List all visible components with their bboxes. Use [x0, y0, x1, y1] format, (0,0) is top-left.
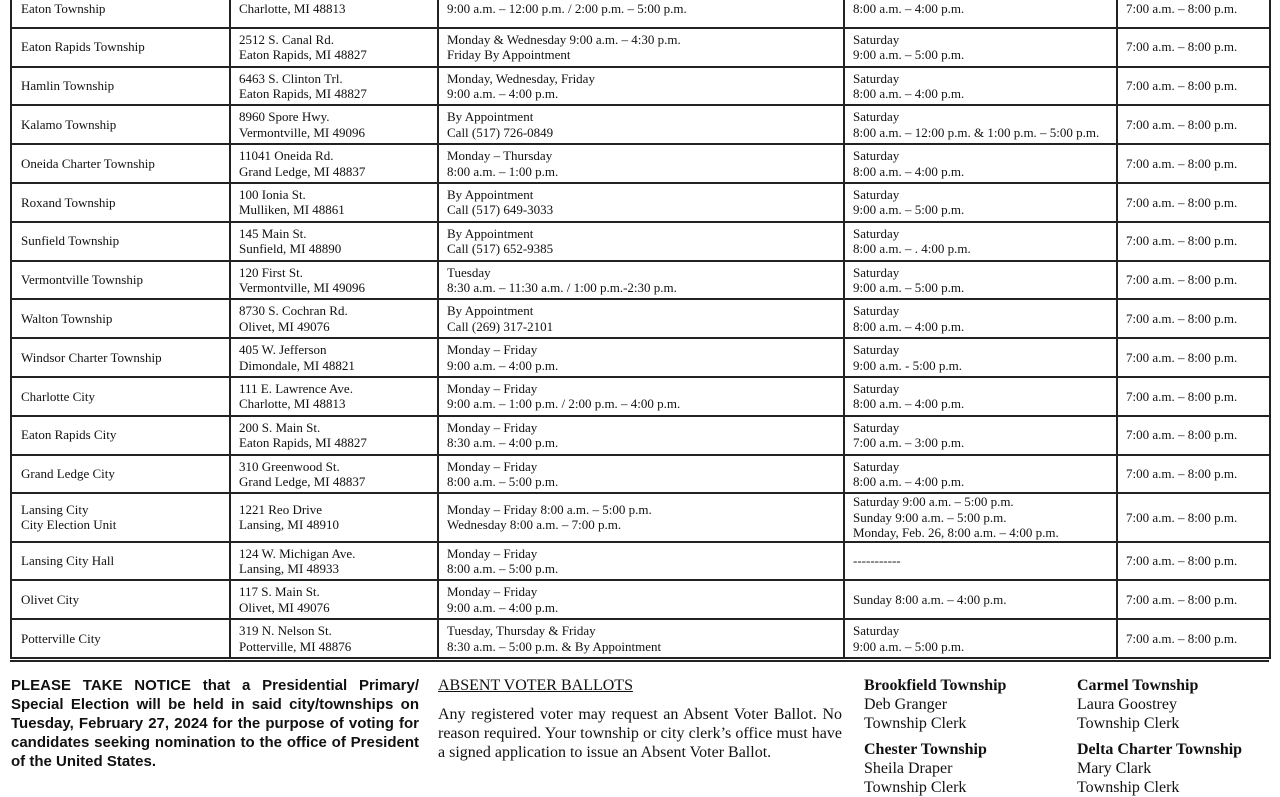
- office-hours-cell: [438, 416, 844, 455]
- municipality-cell-line: Grand Ledge City: [21, 466, 115, 482]
- address-cell-line: 145 Main St.: [239, 225, 307, 241]
- weekend-hours-cell-line: 9:00 a.m. – 5:00 p.m.: [853, 279, 965, 295]
- weekend-hours-cell-line: Saturday: [853, 225, 900, 241]
- office-hours-cell: [438, 377, 844, 416]
- address-cell: [230, 67, 438, 106]
- office-hours-cell-line: 9:00 a.m. – 4:00 p.m.: [447, 85, 559, 101]
- address-cell-line: Mulliken, MI 48861: [239, 202, 345, 218]
- weekend-hours-cell-line: 9:00 a.m. – 5:00 p.m.: [853, 47, 965, 63]
- address-cell: [230, 0, 438, 28]
- weekend-hours-cell: [844, 222, 1117, 261]
- address-cell-line: Vermontville, MI 49096: [239, 279, 366, 295]
- election-day-hours-cell-line: 7:00 a.m. – 8:00 p.m.: [1126, 194, 1238, 210]
- schedule-row: [11, 299, 1270, 338]
- address-cell: [230, 299, 438, 338]
- weekend-hours-cell-line: 8:00 a.m. – . 4:00 p.m.: [853, 241, 971, 257]
- weekend-hours-cell: [844, 619, 1117, 658]
- weekend-hours-cell-line: Saturday: [853, 31, 900, 47]
- weekend-hours-cell-line: Saturday: [853, 109, 900, 125]
- absent-voter-heading: ABSENT VOTER BALLOTS: [438, 677, 633, 694]
- weekend-hours-cell: [844, 542, 1117, 581]
- weekend-hours-cell-line: Sunday 9:00 a.m. – 5:00 p.m.: [853, 509, 1007, 525]
- office-hours-cell-line: Call (269) 317-2101: [447, 318, 554, 334]
- address-cell: [230, 28, 438, 67]
- weekend-hours-cell-line: Saturday: [853, 70, 900, 86]
- municipality-cell-line: Hamlin Township: [21, 78, 115, 94]
- election-day-hours-cell: [1117, 377, 1270, 416]
- office-hours-cell: [438, 299, 844, 338]
- election-day-hours-cell-line: 7:00 a.m. – 8:00 p.m.: [1126, 349, 1238, 365]
- municipality-cell-line: Walton Township: [21, 311, 113, 327]
- office-hours-cell-line: By Appointment: [447, 109, 534, 125]
- address-cell: [230, 455, 438, 494]
- weekend-hours-cell-line: 9:00 a.m. – 5:00 p.m.: [853, 638, 965, 654]
- office-hours-cell: [438, 183, 844, 222]
- clerk-name: Laura Goostrey: [1077, 696, 1177, 713]
- weekend-hours-cell-line: Saturday 9:00 a.m. – 5:00 p.m.: [853, 494, 1014, 510]
- office-hours-cell-line: Call (517) 649-3033: [447, 202, 554, 218]
- office-hours-cell-line: 9:00 a.m. – 4:00 p.m.: [447, 357, 559, 373]
- municipality-cell: [11, 0, 230, 28]
- weekend-hours-cell: [844, 377, 1117, 416]
- election-day-hours-cell: [1117, 542, 1270, 581]
- clerk-township: Chester Township: [864, 741, 987, 758]
- weekend-hours-cell: [844, 493, 1117, 541]
- address-cell: [230, 493, 438, 541]
- office-hours-cell-line: Tuesday: [447, 264, 491, 280]
- office-hours-cell-line: Monday, Wednesday, Friday: [447, 70, 595, 86]
- schedule-row: [11, 580, 1270, 619]
- office-hours-cell: [438, 542, 844, 581]
- schedule-row: [11, 542, 1270, 581]
- address-cell-line: 1221 Reo Drive: [239, 502, 323, 518]
- election-day-hours-cell: [1117, 0, 1270, 28]
- clerk-name: Deb Granger: [864, 696, 948, 713]
- election-day-hours-cell: [1117, 580, 1270, 619]
- election-day-hours-cell-line: 7:00 a.m. – 8:00 p.m.: [1126, 311, 1238, 327]
- weekend-hours-cell-line: Saturday: [853, 623, 900, 639]
- office-hours-cell-line: 8:30 a.m. – 11:30 a.m. / 1:00 p.m.-2:30 p.m.: [447, 279, 677, 295]
- office-hours-cell-line: By Appointment: [447, 186, 534, 202]
- office-hours-cell-line: 9:00 a.m. – 12:00 p.m. / 2:00 p.m. – 5:00 p.m.: [447, 0, 687, 16]
- weekend-hours-cell-line: Saturday: [853, 380, 900, 396]
- address-cell-line: 405 W. Jefferson: [239, 342, 327, 358]
- clerk-township: Delta Charter Township: [1077, 741, 1243, 758]
- municipality-cell: [11, 299, 230, 338]
- office-hours-cell-line: Monday & Wednesday 9:00 a.m. – 4:30 p.m.: [447, 31, 681, 47]
- municipality-cell-line: Potterville City: [21, 630, 101, 646]
- municipality-cell-line: Lansing City Hall: [21, 553, 115, 569]
- municipality-cell-line: Oneida Charter Township: [21, 155, 155, 171]
- election-day-hours-cell: [1117, 416, 1270, 455]
- election-day-hours-cell-line: 7:00 a.m. – 8:00 p.m.: [1126, 233, 1238, 249]
- weekend-hours-cell-line: 8:00 a.m. – 4:00 p.m.: [853, 163, 965, 179]
- municipality-cell: [11, 105, 230, 144]
- address-cell-line: Olivet, MI 49076: [239, 599, 330, 615]
- election-notice: PLEASE TAKE NOTICE that a Presidential Primary/ Special Election will be held in said city/townships on Tuesday, February 27, 2024 for the purpose of voting for candidates seeking nomination to the office of President of the United States.: [11, 677, 419, 770]
- address-cell-line: 310 Greenwood St.: [239, 458, 340, 474]
- election-day-hours-cell-line: 7:00 a.m. – 8:00 p.m.: [1126, 630, 1238, 646]
- office-hours-cell-line: Monday – Friday: [447, 584, 538, 600]
- schedule-row: [11, 28, 1270, 67]
- municipality-cell-line: Kalamo Township: [21, 117, 117, 133]
- clerk-title: Township Clerk: [864, 779, 967, 796]
- election-day-hours-cell: [1117, 338, 1270, 377]
- clerk-carmel: [1077, 676, 1198, 733]
- election-day-hours-cell: [1117, 28, 1270, 67]
- municipality-cell-line: Eaton Rapids City: [21, 427, 117, 443]
- weekend-hours-cell-line: Saturday: [853, 458, 900, 474]
- address-cell-line: 120 First St.: [239, 264, 303, 280]
- schedule-row: [11, 377, 1270, 416]
- municipality-cell: [11, 222, 230, 261]
- schedule-row: [11, 183, 1270, 222]
- weekend-hours-cell-line: Sunday 8:00 a.m. – 4:00 p.m.: [853, 592, 1007, 608]
- clerk-title: Township Clerk: [1077, 779, 1180, 796]
- office-hours-cell-line: Monday – Friday: [447, 545, 538, 561]
- clerk-title: Township Clerk: [864, 715, 967, 732]
- schedule-row: [11, 455, 1270, 494]
- municipality-cell: [11, 416, 230, 455]
- municipality-cell-line: Windsor Charter Township: [21, 349, 162, 365]
- office-hours-cell-line: 8:00 a.m. – 5:00 p.m.: [447, 473, 559, 489]
- address-cell-line: Eaton Rapids, MI 48827: [239, 85, 367, 101]
- municipality-cell: [11, 261, 230, 300]
- office-hours-cell: [438, 261, 844, 300]
- weekend-hours-cell-line: 7:00 a.m. – 3:00 p.m.: [853, 435, 965, 451]
- address-cell-line: 11041 Oneida Rd.: [239, 148, 334, 164]
- weekend-hours-cell-line: 9:00 a.m. - 5:00 p.m.: [853, 357, 963, 373]
- weekend-hours-cell: [844, 416, 1117, 455]
- address-cell: [230, 580, 438, 619]
- weekend-hours-cell-line: 8:00 a.m. – 4:00 p.m.: [853, 0, 965, 16]
- clerk-name: Sheila Draper: [864, 760, 953, 777]
- clerk-township: Carmel Township: [1077, 677, 1199, 694]
- absent-voter-body: Any registered voter may request an Absent Voter Ballot. No reason required. Your township or city clerk’s office must have a signed application to issue an Absent Voter Ballot.: [438, 706, 842, 761]
- address-cell: [230, 261, 438, 300]
- weekend-hours-cell-line: Monday, Feb. 26, 8:00 a.m. – 4:00 p.m.: [853, 525, 1059, 541]
- election-day-hours-cell: [1117, 144, 1270, 183]
- weekend-hours-cell-line: Saturday: [853, 342, 900, 358]
- municipality-cell-line: Sunfield Township: [21, 233, 120, 249]
- weekend-hours-cell: [844, 455, 1117, 494]
- address-cell: [230, 183, 438, 222]
- address-cell-line: Grand Ledge, MI 48837: [239, 163, 366, 179]
- address-cell-line: 2512 S. Canal Rd.: [239, 31, 334, 47]
- schedule-row: [11, 493, 1270, 541]
- schedule-row: [11, 416, 1270, 455]
- weekend-hours-cell-line: Saturday: [853, 148, 900, 164]
- weekend-hours-cell: [844, 580, 1117, 619]
- office-hours-cell: [438, 222, 844, 261]
- address-cell: [230, 144, 438, 183]
- address-cell: [230, 416, 438, 455]
- address-cell-line: Eaton Rapids, MI 48827: [239, 47, 367, 63]
- address-cell-line: Olivet, MI 49076: [239, 318, 330, 334]
- weekend-hours-cell: [844, 261, 1117, 300]
- weekend-hours-cell-line: 8:00 a.m. – 4:00 p.m.: [853, 396, 965, 412]
- office-hours-cell: [438, 580, 844, 619]
- weekend-hours-cell: [844, 67, 1117, 106]
- municipality-cell-line: City Election Unit: [21, 517, 117, 533]
- schedule-row: [11, 144, 1270, 183]
- schedule-row: [11, 105, 1270, 144]
- weekend-hours-cell: [844, 28, 1117, 67]
- office-hours-cell-line: Monday – Friday: [447, 458, 538, 474]
- address-cell-line: 117 S. Main St.: [239, 584, 320, 600]
- office-hours-cell-line: Monday – Friday: [447, 380, 538, 396]
- election-day-hours-cell-line: 7:00 a.m. – 8:00 p.m.: [1126, 117, 1238, 133]
- office-hours-cell-line: 9:00 a.m. – 1:00 p.m. / 2:00 p.m. – 4:00 p.m.: [447, 396, 681, 412]
- clerk-brookfield: [864, 676, 1006, 733]
- election-day-hours-cell: [1117, 183, 1270, 222]
- municipality-cell-line: Roxand Township: [21, 194, 116, 210]
- address-cell: [230, 377, 438, 416]
- weekend-hours-cell-line: Saturday: [853, 264, 900, 280]
- municipality-cell-line: Olivet City: [21, 592, 80, 608]
- polling-schedule-table: [10, 0, 1271, 659]
- address-cell: [230, 542, 438, 581]
- address-cell-line: Grand Ledge, MI 48837: [239, 473, 366, 489]
- address-cell: [230, 105, 438, 144]
- office-hours-cell-line: Monday – Friday: [447, 342, 538, 358]
- office-hours-cell: [438, 105, 844, 144]
- municipality-cell-line: Lansing City: [21, 502, 89, 518]
- weekend-hours-cell-line: 8:00 a.m. – 4:00 p.m.: [853, 85, 965, 101]
- election-day-hours-cell-line: 7:00 a.m. – 8:00 p.m.: [1126, 0, 1238, 16]
- office-hours-cell-line: 8:30 a.m. – 4:00 p.m.: [447, 435, 559, 451]
- election-day-hours-cell-line: 7:00 a.m. – 8:00 p.m.: [1126, 466, 1238, 482]
- office-hours-cell-line: Monday – Thursday: [447, 148, 553, 164]
- election-day-hours-cell-line: 7:00 a.m. – 8:00 p.m.: [1126, 509, 1238, 525]
- address-cell: [230, 619, 438, 658]
- office-hours-cell: [438, 493, 844, 541]
- municipality-cell: [11, 455, 230, 494]
- election-day-hours-cell-line: 7:00 a.m. – 8:00 p.m.: [1126, 427, 1238, 443]
- office-hours-cell: [438, 144, 844, 183]
- municipality-cell-line: Eaton Rapids Township: [21, 39, 145, 55]
- election-day-hours-cell: [1117, 455, 1270, 494]
- municipality-cell: [11, 493, 230, 541]
- address-cell-line: 200 S. Main St.: [239, 419, 321, 435]
- clerk-delta: [1077, 740, 1242, 797]
- address-cell-line: Lansing, MI 48910: [239, 517, 340, 533]
- office-hours-cell-line: Wednesday 8:00 a.m. – 7:00 p.m.: [447, 517, 622, 533]
- weekend-hours-cell-line: 9:00 a.m. – 5:00 p.m.: [853, 202, 965, 218]
- address-cell: [230, 338, 438, 377]
- address-cell-line: 319 N. Nelson St.: [239, 623, 332, 639]
- office-hours-cell-line: By Appointment: [447, 225, 534, 241]
- clerk-title: Township Clerk: [1077, 715, 1180, 732]
- schedule-row: [11, 619, 1270, 658]
- address-cell-line: 8730 S. Cochran Rd.: [239, 303, 348, 319]
- address-cell-line: Charlotte, MI 48813: [239, 0, 346, 16]
- municipality-cell: [11, 542, 230, 581]
- election-day-hours-cell-line: 7:00 a.m. – 8:00 p.m.: [1126, 78, 1238, 94]
- office-hours-cell: [438, 28, 844, 67]
- weekend-hours-cell-line: Saturday: [853, 186, 900, 202]
- absent-voter-section: [438, 676, 842, 762]
- schedule-row: [11, 261, 1270, 300]
- municipality-cell: [11, 619, 230, 658]
- office-hours-cell: [438, 455, 844, 494]
- section-rule: [10, 660, 1269, 662]
- election-day-hours-cell: [1117, 222, 1270, 261]
- weekend-hours-cell: [844, 0, 1117, 28]
- clerk-chester: [864, 740, 987, 797]
- election-day-hours-cell: [1117, 67, 1270, 106]
- municipality-cell: [11, 377, 230, 416]
- address-cell-line: Charlotte, MI 48813: [239, 396, 346, 412]
- office-hours-cell: [438, 0, 844, 28]
- weekend-hours-cell-line: Saturday: [853, 419, 900, 435]
- office-hours-cell-line: Monday – Friday: [447, 419, 538, 435]
- election-day-hours-cell: [1117, 105, 1270, 144]
- address-cell-line: 8960 Spore Hwy.: [239, 109, 330, 125]
- address-cell-line: Dimondale, MI 48821: [239, 357, 355, 373]
- election-day-hours-cell: [1117, 493, 1270, 541]
- office-hours-cell-line: 8:00 a.m. – 1:00 p.m.: [447, 163, 559, 179]
- municipality-cell: [11, 183, 230, 222]
- address-cell-line: Sunfield, MI 48890: [239, 241, 342, 257]
- weekend-hours-cell: [844, 299, 1117, 338]
- schedule-row: [11, 222, 1270, 261]
- office-hours-cell-line: 9:00 a.m. – 4:00 p.m.: [447, 599, 559, 615]
- weekend-hours-cell-line: -----------: [853, 553, 901, 569]
- address-cell-line: 6463 S. Clinton Trl.: [239, 70, 343, 86]
- municipality-cell-line: Vermontville Township: [21, 272, 143, 288]
- schedule-row: [11, 67, 1270, 106]
- municipality-cell: [11, 338, 230, 377]
- municipality-cell-line: Eaton Township: [21, 0, 106, 16]
- municipality-cell-line: Charlotte City: [21, 388, 96, 404]
- office-hours-cell-line: Call (517) 652-9385: [447, 241, 554, 257]
- municipality-cell: [11, 144, 230, 183]
- election-day-hours-cell: [1117, 299, 1270, 338]
- address-cell-line: 124 W. Michigan Ave.: [239, 545, 356, 561]
- office-hours-cell: [438, 338, 844, 377]
- weekend-hours-cell-line: Saturday: [853, 303, 900, 319]
- weekend-hours-cell: [844, 105, 1117, 144]
- office-hours-cell-line: Tuesday, Thursday & Friday: [447, 623, 596, 639]
- office-hours-cell-line: Call (517) 726-0849: [447, 124, 554, 140]
- address-cell-line: Eaton Rapids, MI 48827: [239, 435, 367, 451]
- weekend-hours-cell-line: 8:00 a.m. – 4:00 p.m.: [853, 473, 965, 489]
- municipality-cell: [11, 28, 230, 67]
- election-day-hours-cell: [1117, 619, 1270, 658]
- election-day-hours-cell-line: 7:00 a.m. – 8:00 p.m.: [1126, 272, 1238, 288]
- address-cell-line: Potterville, MI 48876: [239, 638, 352, 654]
- schedule-row: [11, 0, 1270, 28]
- address-cell-line: 100 Ionia St.: [239, 186, 306, 202]
- address-cell-line: Vermontville, MI 49096: [239, 124, 366, 140]
- election-day-hours-cell-line: 7:00 a.m. – 8:00 p.m.: [1126, 155, 1238, 171]
- office-hours-cell-line: Friday By Appointment: [447, 47, 571, 63]
- election-day-hours-cell-line: 7:00 a.m. – 8:00 p.m.: [1126, 388, 1238, 404]
- office-hours-cell-line: 8:30 a.m. – 5:00 p.m. & By Appointment: [447, 638, 662, 654]
- election-day-hours-cell-line: 7:00 a.m. – 8:00 p.m.: [1126, 592, 1238, 608]
- office-hours-cell-line: By Appointment: [447, 303, 534, 319]
- weekend-hours-cell: [844, 144, 1117, 183]
- office-hours-cell-line: Monday – Friday 8:00 a.m. – 5:00 p.m.: [447, 502, 652, 518]
- election-day-hours-cell-line: 7:00 a.m. – 8:00 p.m.: [1126, 553, 1238, 569]
- weekend-hours-cell-line: 8:00 a.m. – 12:00 p.m. & 1:00 p.m. – 5:00 p.m.: [853, 124, 1100, 140]
- address-cell: [230, 222, 438, 261]
- municipality-cell: [11, 67, 230, 106]
- municipality-cell: [11, 580, 230, 619]
- clerk-township: Brookfield Township: [864, 677, 1007, 694]
- schedule-row: [11, 338, 1270, 377]
- address-cell-line: Lansing, MI 48933: [239, 560, 340, 576]
- weekend-hours-cell: [844, 338, 1117, 377]
- address-cell-line: 111 E. Lawrence Ave.: [239, 380, 353, 396]
- election-day-hours-cell-line: 7:00 a.m. – 8:00 p.m.: [1126, 39, 1238, 55]
- weekend-hours-cell: [844, 183, 1117, 222]
- election-day-hours-cell: [1117, 261, 1270, 300]
- clerk-name: Mary Clark: [1077, 760, 1152, 777]
- weekend-hours-cell-line: 8:00 a.m. – 4:00 p.m.: [853, 318, 965, 334]
- office-hours-cell: [438, 67, 844, 106]
- office-hours-cell-line: 8:00 a.m. – 5:00 p.m.: [447, 560, 559, 576]
- office-hours-cell: [438, 619, 844, 658]
